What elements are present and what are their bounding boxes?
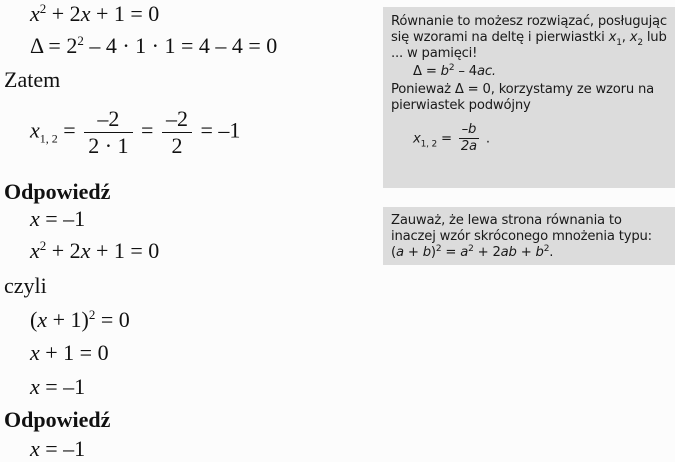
answer-heading-1: Odpowiedź (4, 179, 111, 204)
tip-paragraph-2: Ponieważ Δ = 0, korzystamy ze wzoru na pierwiastek podwójny (391, 82, 655, 113)
fraction-2: $\frac{-2}{2}$ (162, 106, 192, 159)
tip-box-delta (383, 7, 675, 188)
text-czyli: czyli (4, 273, 47, 298)
equation-solution: x = –1 (30, 374, 86, 399)
answer-2: x = –1 (30, 436, 86, 461)
root-fraction: $\frac{-b}{2a}$ (460, 122, 477, 154)
tip-paragraph-3: Zauważ, że lewa strona równania to inaczej wzór skróconego mnożenia typu: (391, 213, 652, 244)
double-root-formula: $x_{1, 2}$ = $\frac{-b}{2a}$ . (413, 122, 490, 154)
equation-roots: $x_{1, 2}$ = $\frac{-2}{2 \cdot 1}$ = $\frac{-2}{2}$ = –1 (30, 106, 241, 158)
text-zatem: Zatem (4, 67, 61, 92)
equation-linear: x + 1 = 0 (30, 340, 109, 365)
delta-formula: $\Delta = b^2 - 4ac$. (413, 63, 496, 79)
fraction-1: $\frac{-2}{2 \cdot 1}$ (84, 106, 132, 159)
square-sum-formula: $(a + b)^2 = a^2 + 2ab + b^2$. (391, 244, 554, 260)
answer-heading-2: Odpowiedź (4, 407, 111, 432)
equation-quadratic: $x^2 + 2x + 1 = 0$ (30, 1, 160, 26)
equation-square: $(x + 1)^2 = 0$ (30, 307, 130, 332)
equation-delta: $\Delta = 2^2 - 4 \cdot 1 \cdot 1 = 4 - 4 = 0$ (30, 33, 278, 58)
equation-quadratic-repeat: $x^2 + 2x + 1 = 0$ (30, 238, 160, 263)
tip-paragraph-1: Równanie to możesz rozwiązać, posługując się wzorami na deltę i pierwiastki $x_1$, $x_2$ lub ... w pamięci! (391, 14, 667, 61)
tip-box-formula (383, 207, 675, 265)
answer-1: x = –1 (30, 206, 86, 231)
